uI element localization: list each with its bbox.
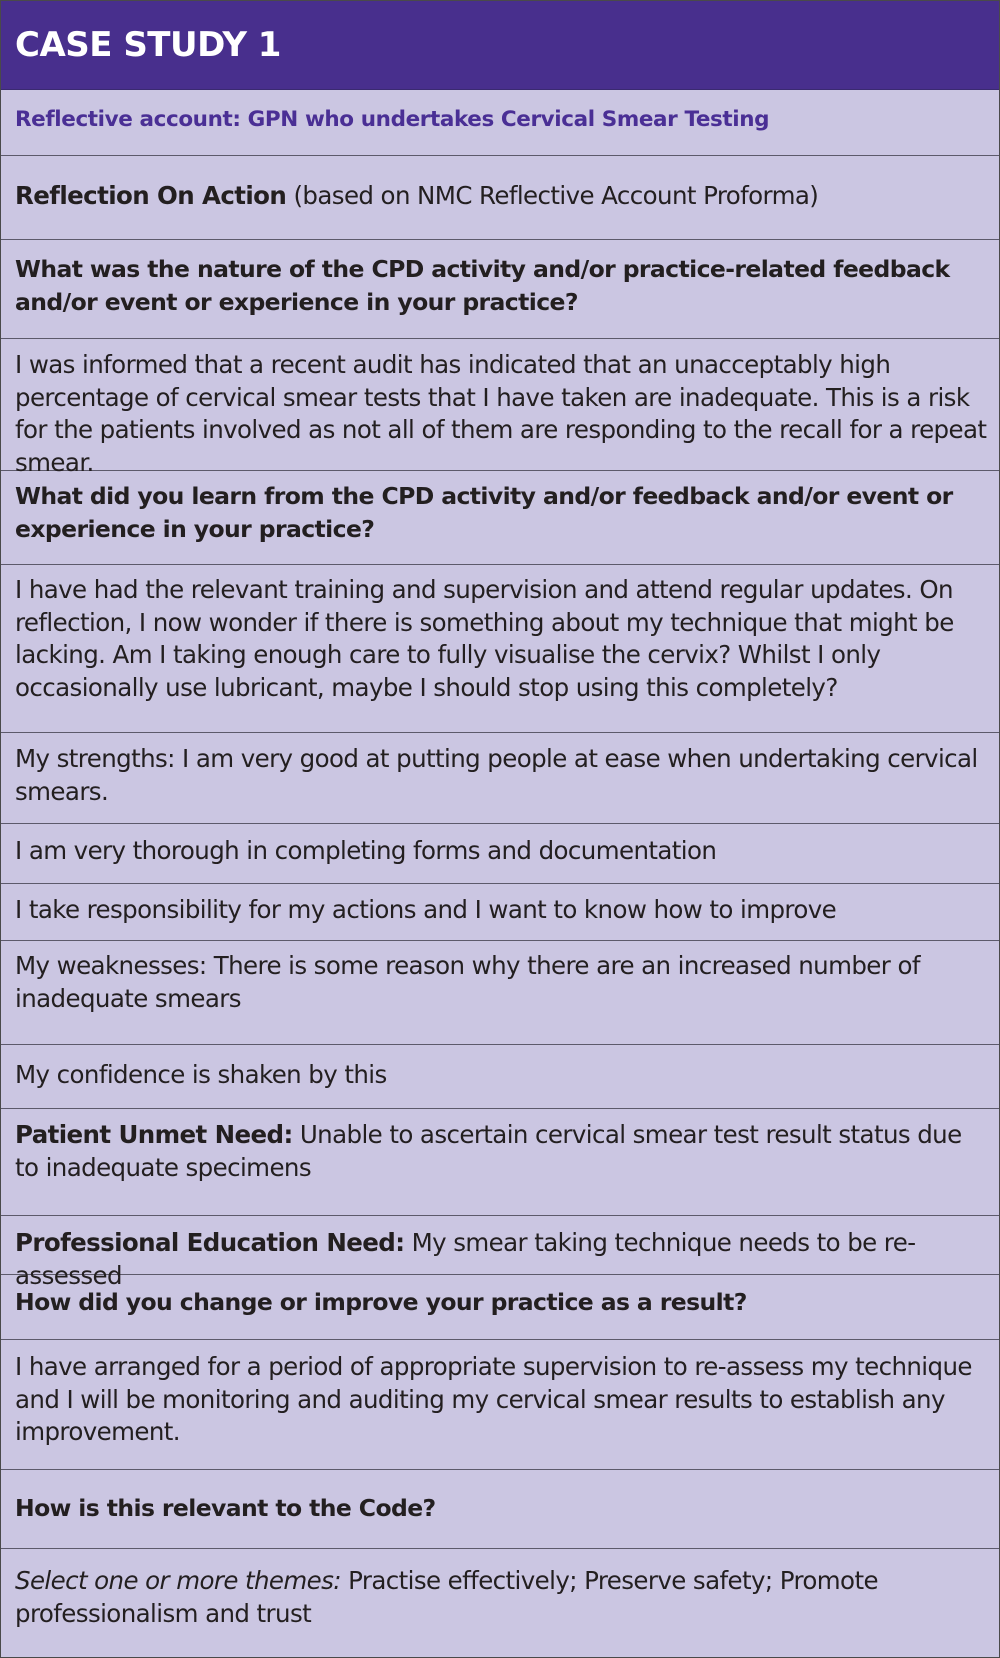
- case-study-subtitle-row: [1, 90, 999, 156]
- education-need-label: Professional Education Need:: [15, 1228, 405, 1257]
- patient-need-text: Unable to ascertain cervical smear test result status due to inadequate specimens: [15, 1120, 962, 1182]
- strength-text: I am very thorough in completing forms and documentation: [15, 836, 717, 865]
- answer-learn-row: [1, 565, 999, 733]
- question-change: How did you change or improve your practice as a result?: [15, 1288, 747, 1316]
- question-learn-row: [1, 471, 999, 565]
- weakness-row: [1, 1045, 999, 1109]
- reflection-text: (based on NMC Reflective Account Proforma): [286, 181, 819, 210]
- question-change-row: [1, 1275, 999, 1340]
- case-study-header: [1, 1, 999, 90]
- question-learn: What did you learn from the CPD activity and/or feedback and/or event or experience in your practice?: [15, 482, 953, 543]
- answer-learn: I have had the relevant training and supervision and attend regular updates. On reflection, I now wonder if there is something about my technique that might be lacking. Am I taking enough care to fully visualise the cervix? Whilst I only occasionally use lubricant, maybe I should stop using this completely?: [15, 575, 954, 702]
- patient-need-label: Patient Unmet Need:: [15, 1120, 293, 1149]
- reflection-label: Reflection On Action: [15, 181, 287, 210]
- question-nature-row: [1, 240, 999, 339]
- strength-row: [1, 824, 999, 884]
- education-need-text: My smear taking technique needs to be re-assessed: [15, 1228, 916, 1290]
- strength-row: [1, 884, 999, 941]
- answer-nature-row: [1, 339, 999, 477]
- strength-text: I take responsibility for my actions and I want to know how to improve: [15, 895, 837, 924]
- question-code: How is this relevant to the Code?: [15, 1494, 436, 1522]
- weakness-text: My confidence is shaken by this: [15, 1060, 387, 1089]
- question-code-row: [1, 1470, 999, 1549]
- weakness-row: [1, 941, 999, 1045]
- answer-change-row: [1, 1340, 999, 1470]
- case-study-subtitle: Reflective account: GPN who undertakes Cervical Smear Testing: [15, 107, 770, 132]
- strength-text: My strengths: I am very good at putting people at ease when undertaking cervical smears.: [15, 744, 978, 806]
- question-nature: What was the nature of the CPD activity and/or practice-related feedback and/or event or experience in your practice?: [15, 255, 950, 316]
- patient-need-row: [1, 1109, 999, 1216]
- themes-label: Select one or more themes:: [15, 1566, 341, 1595]
- education-need-row: [1, 1216, 999, 1290]
- case-study-title: CASE STUDY 1: [15, 25, 281, 65]
- answer-change: I have arranged for a period of appropriate supervision to re-assess my technique and I will be monitoring and auditing my cervical smear results to establish any improvement.: [15, 1352, 972, 1446]
- themes-text: Practise effectively; Preserve safety; Promote professionalism and trust: [15, 1566, 878, 1628]
- answer-nature: I was informed that a recent audit has indicated that an unacceptably high percentage of cervical smear tests that I have taken are inadequate. This is a risk for the patients involved as not all of them are responding to the recall for a repeat smear.: [15, 350, 987, 477]
- strength-row: [1, 733, 999, 824]
- reflection-row: [1, 156, 999, 240]
- themes-row: [1, 1549, 999, 1657]
- weakness-text: My weaknesses: There is some reason why there are an increased number of inadequate smears: [15, 951, 920, 1013]
